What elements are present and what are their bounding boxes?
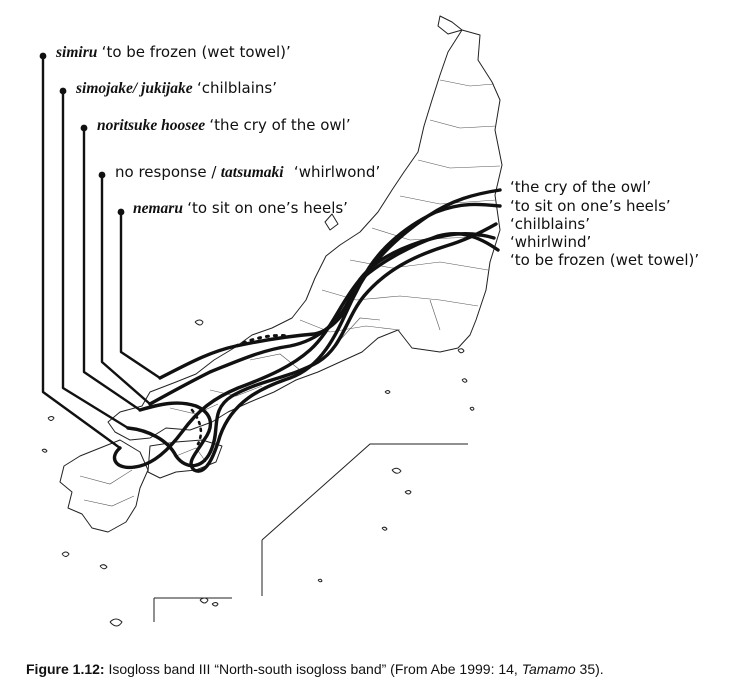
inset-frame-right [262, 444, 468, 540]
caption-label: Figure 1.12: [26, 661, 105, 677]
leader-lines [40, 53, 160, 448]
right-label-whirlwind: ‘whirlwind’ [510, 233, 592, 251]
isogloss-to-be-frozen [114, 234, 498, 468]
term-simojake: simojake/ jukijake [76, 80, 193, 97]
left-label-whirlwond [115, 165, 380, 181]
term-noritsuke: noritsuke hoosee [97, 117, 206, 134]
japan-outline [42, 16, 502, 626]
leader-line-5 [121, 212, 160, 378]
gloss-whirlwond: ‘whirlwond’ [293, 163, 381, 181]
left-label-chilblains [76, 81, 277, 97]
prefix-no-response: no response / [115, 163, 217, 181]
right-label-owl: ‘the cry of the owl’ [510, 178, 652, 196]
gloss-chilblains: ‘chilblains’ [197, 79, 277, 97]
gloss-owl: ‘the cry of the owl’ [209, 116, 351, 134]
right-label-chilblains: ‘chilblains’ [510, 215, 590, 233]
caption-text: Isogloss band III “North-south isogloss band” (From Abe 1999: 14, [104, 661, 522, 677]
left-label-heels [133, 201, 348, 217]
caption-italic: Tamamo [521, 661, 576, 677]
term-tatsumaki: tatsumaki [220, 164, 284, 181]
caption-end: 35). [575, 661, 604, 677]
right-label-heels: ‘to sit on one’s heels’ [510, 197, 671, 215]
gloss-frozen: ‘to be frozen (wet towel)’ [101, 43, 291, 61]
term-nemaru: nemaru [133, 200, 183, 217]
prefecture-borders [80, 80, 500, 506]
right-label-frozen: ‘to be frozen (wet towel)’ [510, 251, 700, 269]
gloss-heels: ‘to sit on one’s heels’ [187, 199, 348, 217]
left-label-frozen [56, 45, 291, 61]
kyushu-outline [60, 440, 148, 532]
figure-caption [26, 661, 604, 677]
left-label-owl [97, 118, 351, 134]
isogloss-whirlwind [150, 234, 494, 404]
hokkaido-outline [438, 16, 462, 34]
term-simiru: simiru [56, 44, 98, 61]
